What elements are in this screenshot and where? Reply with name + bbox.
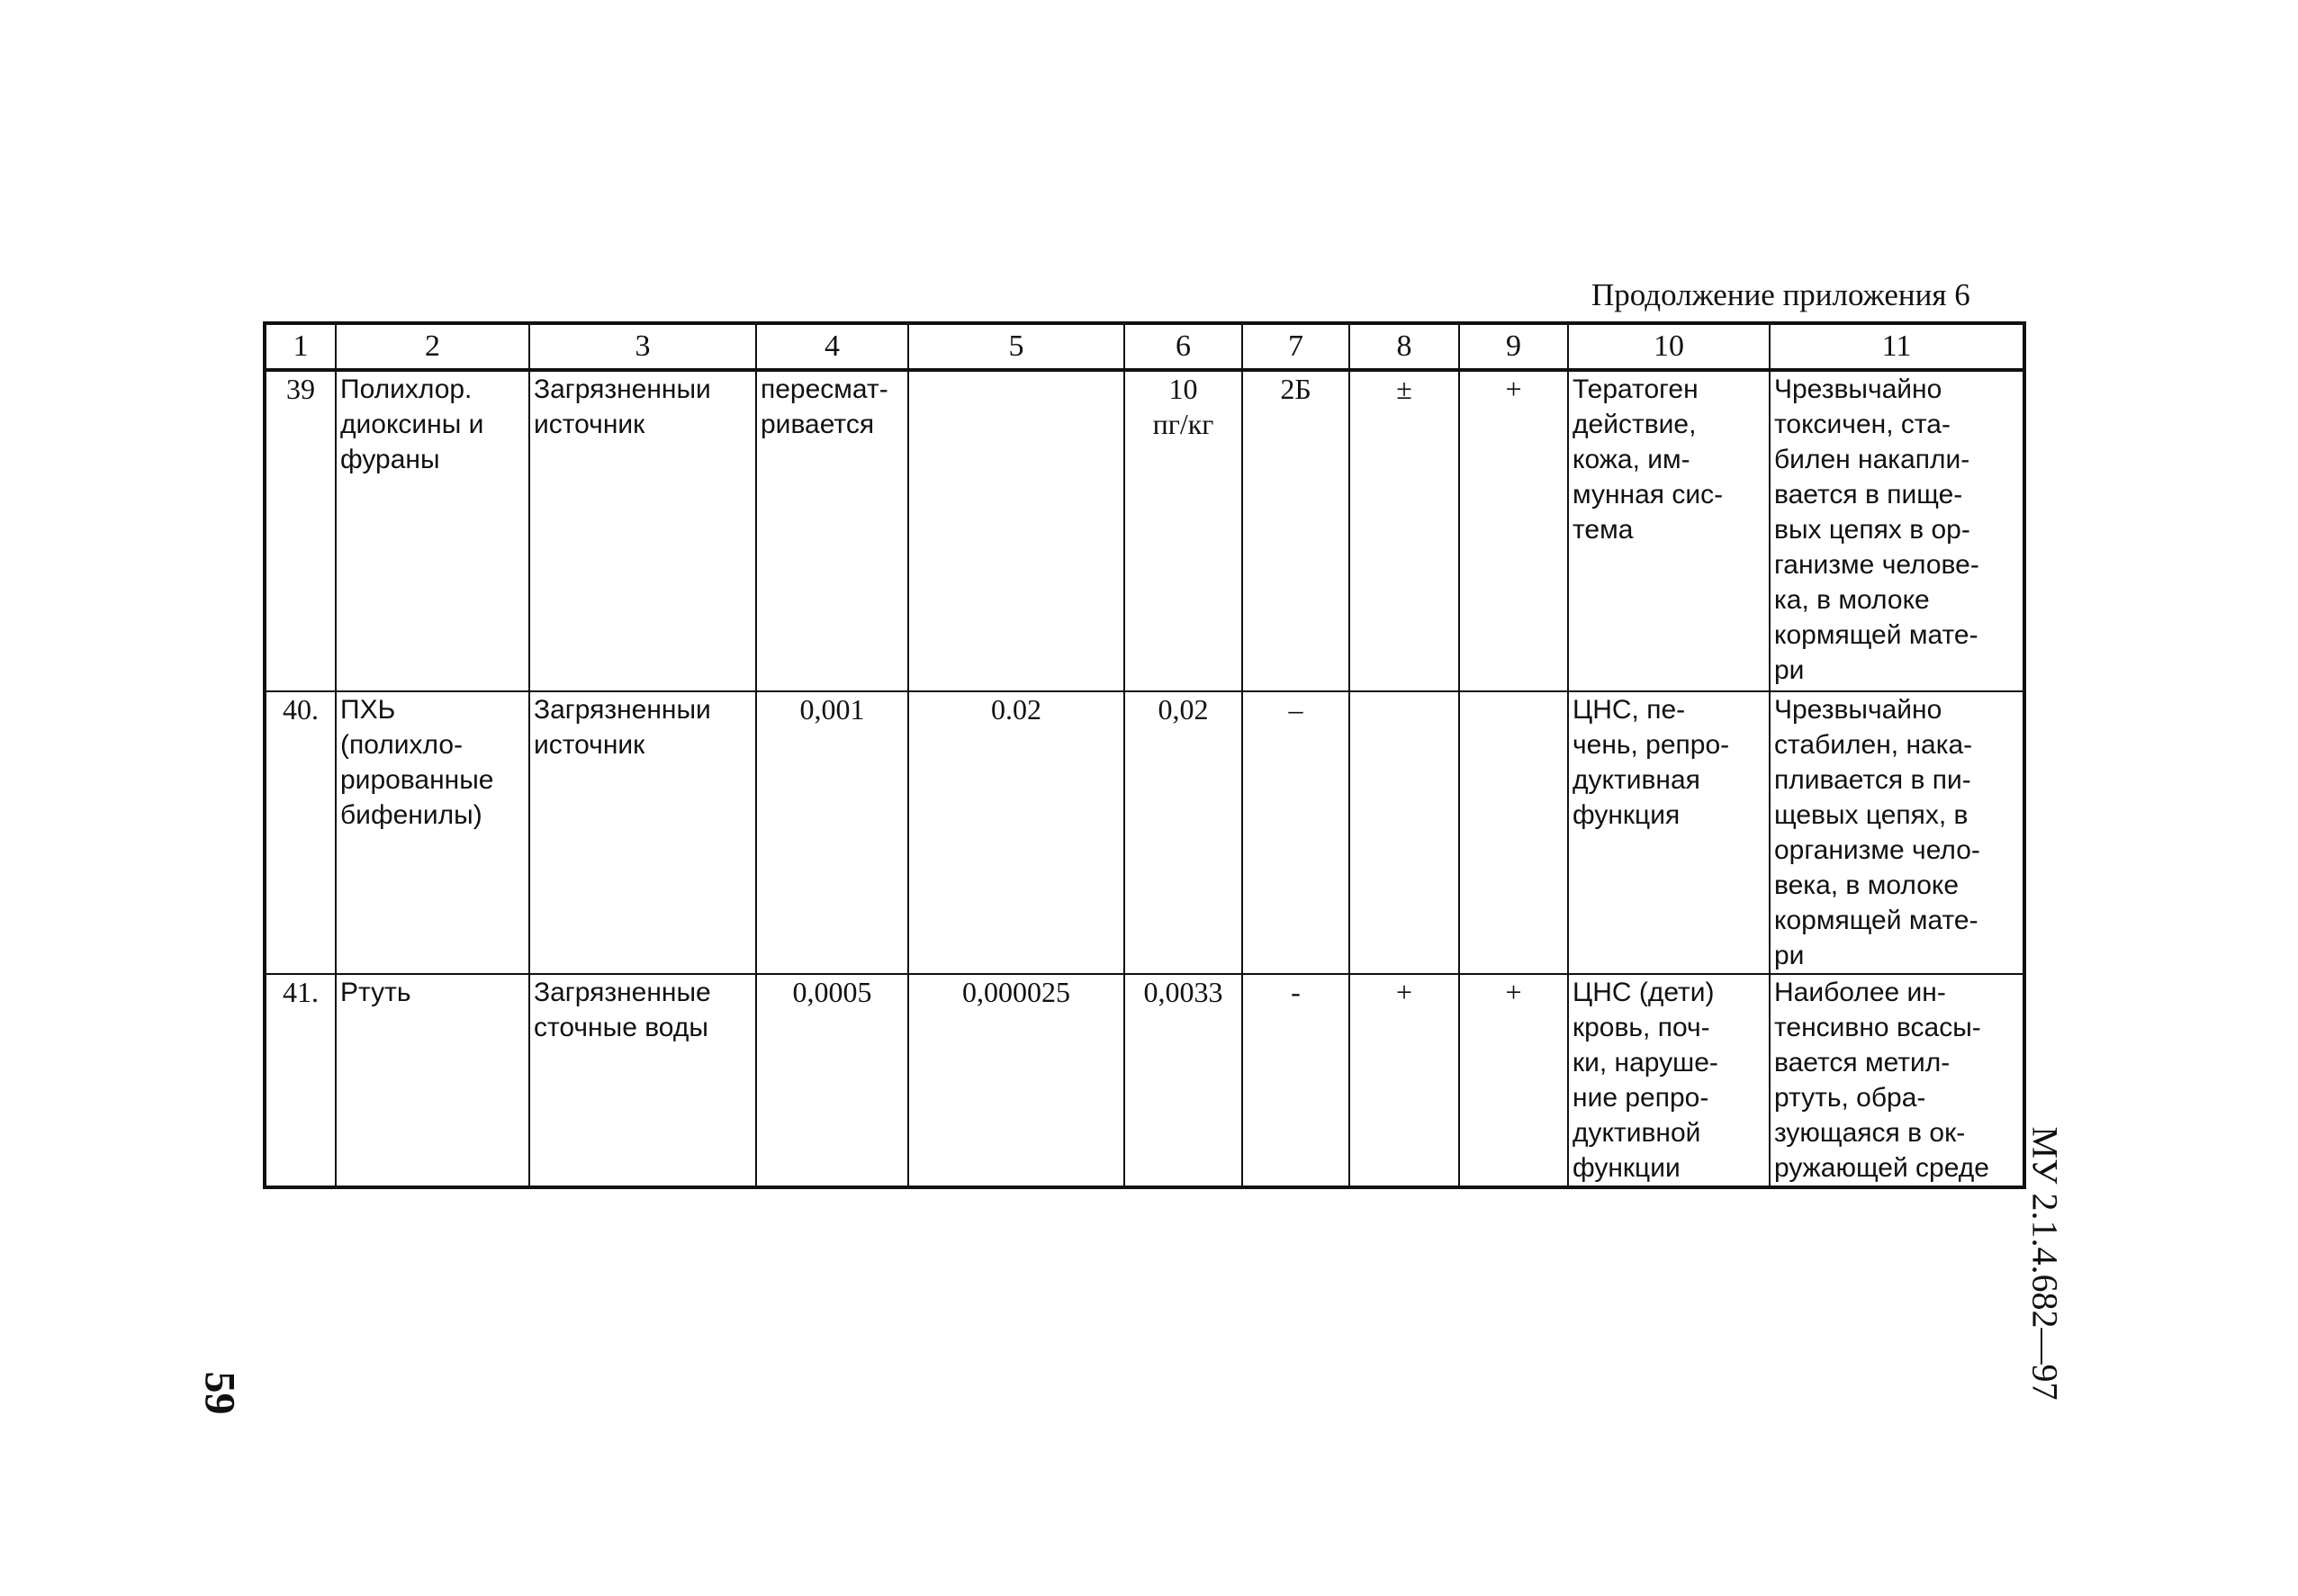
column-header: 4 bbox=[756, 323, 908, 370]
substance-cell: Ртуть bbox=[336, 974, 529, 1187]
column-header: 3 bbox=[529, 323, 756, 370]
column-header: 9 bbox=[1459, 323, 1568, 370]
column-header: 1 bbox=[265, 323, 336, 370]
note-cell: Чрезвычайно стабилен, нака- пливается в пи- щевых цепях, в организме чело- века, в молоке кормящей мате- ри bbox=[1770, 691, 2024, 974]
value-cell-6: 0,02 bbox=[1124, 691, 1242, 974]
mark-cell-8: ± bbox=[1349, 370, 1459, 691]
effect-cell: Тератоген действие, кожа, им- мунная сис- тема bbox=[1568, 370, 1770, 691]
effect-cell: ЦНС, пе- чень, репро- дуктивная функция bbox=[1568, 691, 1770, 974]
document-code: МУ 2.1.4.682—97 bbox=[2024, 1126, 2066, 1401]
class-cell: - bbox=[1242, 974, 1349, 1187]
class-cell: 2Б bbox=[1242, 370, 1349, 691]
row-number-cell: 39 bbox=[265, 370, 336, 691]
mark-cell-9: + bbox=[1459, 370, 1568, 691]
note-cell: Чрезвычайно токсичен, ста- билен накапли- вается в пище- вых цепях в ор- ганизме челове- ка, в молоке кормящей мате- ри bbox=[1770, 370, 2024, 691]
data-table bbox=[263, 321, 2026, 1189]
row-number-cell: 40. bbox=[265, 691, 336, 974]
row-number-cell: 41. bbox=[265, 974, 336, 1187]
mark-cell-9 bbox=[1459, 691, 1568, 974]
page-number: 59 bbox=[195, 1371, 244, 1415]
value-cell-5 bbox=[908, 370, 1124, 691]
column-header: 5 bbox=[908, 323, 1124, 370]
column-header: 11 bbox=[1770, 323, 2024, 370]
value-cell-4: 0,001 bbox=[756, 691, 908, 974]
value-cell-5: 0,000025 bbox=[908, 974, 1124, 1187]
column-header: 7 bbox=[1242, 323, 1349, 370]
mark-cell-9: + bbox=[1459, 974, 1568, 1187]
value-cell-5: 0.02 bbox=[908, 691, 1124, 974]
source-cell: Загрязненные сточные воды bbox=[529, 974, 756, 1187]
effect-cell: ЦНС (дети) кровь, поч- ки, наруше- ние репро- дуктивной функции bbox=[1568, 974, 1770, 1187]
substance-cell: ПХЬ (полихло- рированные бифенилы) bbox=[336, 691, 529, 974]
value-cell-6: 0,0033 bbox=[1124, 974, 1242, 1187]
value-cell-4: пересмат- ривается bbox=[756, 370, 908, 691]
column-header: 6 bbox=[1124, 323, 1242, 370]
substance-cell: Полихлор. диоксины и фураны bbox=[336, 370, 529, 691]
header-row bbox=[265, 323, 2024, 370]
table-caption: Продолжение приложения 6 bbox=[1591, 277, 1970, 312]
mark-cell-8 bbox=[1349, 691, 1459, 974]
table-row bbox=[265, 974, 2024, 1187]
value-cell-4: 0,0005 bbox=[756, 974, 908, 1187]
value-cell-6: 10 пг/кг bbox=[1124, 370, 1242, 691]
column-header: 2 bbox=[336, 323, 529, 370]
mark-cell-8: + bbox=[1349, 974, 1459, 1187]
table-row bbox=[265, 691, 2024, 974]
column-header: 10 bbox=[1568, 323, 1770, 370]
class-cell: – bbox=[1242, 691, 1349, 974]
source-cell: Загрязненныи источник bbox=[529, 370, 756, 691]
source-cell: Загрязненныи источник bbox=[529, 691, 756, 974]
table-row bbox=[265, 370, 2024, 691]
column-header: 8 bbox=[1349, 323, 1459, 370]
note-cell: Наиболее ин- тенсивно всасы- вается метил- ртуть, обра- зующаяся в ок- ружающей среде bbox=[1770, 974, 2024, 1187]
